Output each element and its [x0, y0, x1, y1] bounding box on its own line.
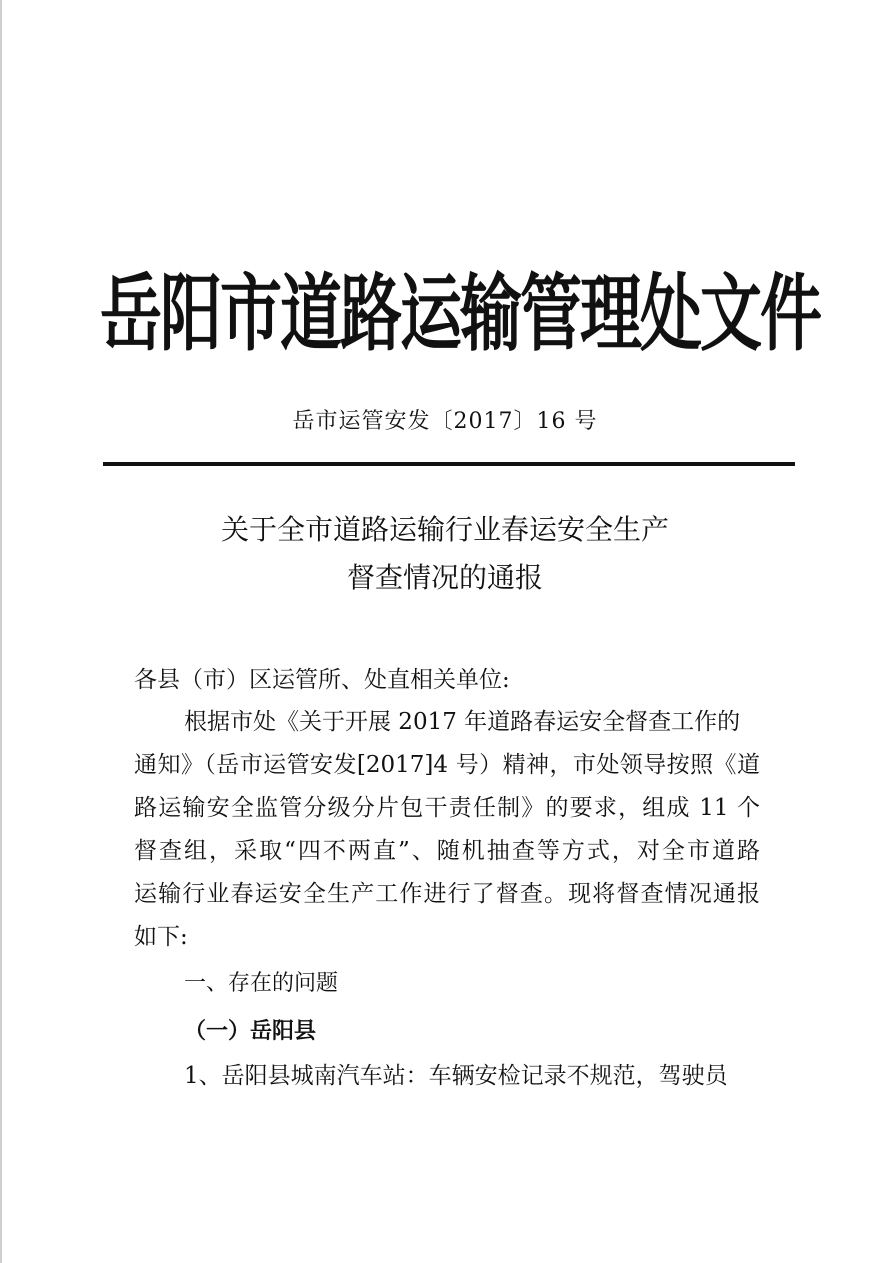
masthead-title: 岳阳市道路运输管理处文件	[100, 264, 821, 363]
body-line: 根据市处《关于开展 2017 年道路春运安全督查工作的	[184, 709, 741, 735]
header-divider	[103, 462, 795, 466]
notice-title-line-1: 关于全市道路运输行业春运安全生产	[220, 513, 669, 546]
section-heading: 一、存在的问题	[184, 971, 339, 996]
scan-edge-mark	[0, 0, 2, 1263]
salutation: 各县（市）区运管所、处直相关单位:	[134, 667, 510, 693]
subsection-heading: （一）岳阳县	[184, 1018, 317, 1044]
item-line: 1、岳阳县城南汽车站：车辆安检记录不规范，驾驶员	[184, 1063, 728, 1089]
body-line: 通知》（岳市运管安发[2017]4 号）精神，市处领导按照《道	[134, 752, 760, 778]
body-line: 运输行业春运安全生产工作进行了督查。现将督查情况通报	[134, 881, 760, 907]
notice-title-line-2: 督查情况的通报	[346, 561, 543, 594]
body-line: 如下:	[134, 924, 188, 950]
document-number: 岳市运管安发〔2017〕16 号	[292, 409, 598, 434]
body-line: 督查组，采取“四不两直”、随机抽查等方式，对全市道路	[134, 838, 760, 864]
body-line: 路运输安全监管分级分片包干责任制》的要求，组成 11 个	[134, 795, 760, 821]
